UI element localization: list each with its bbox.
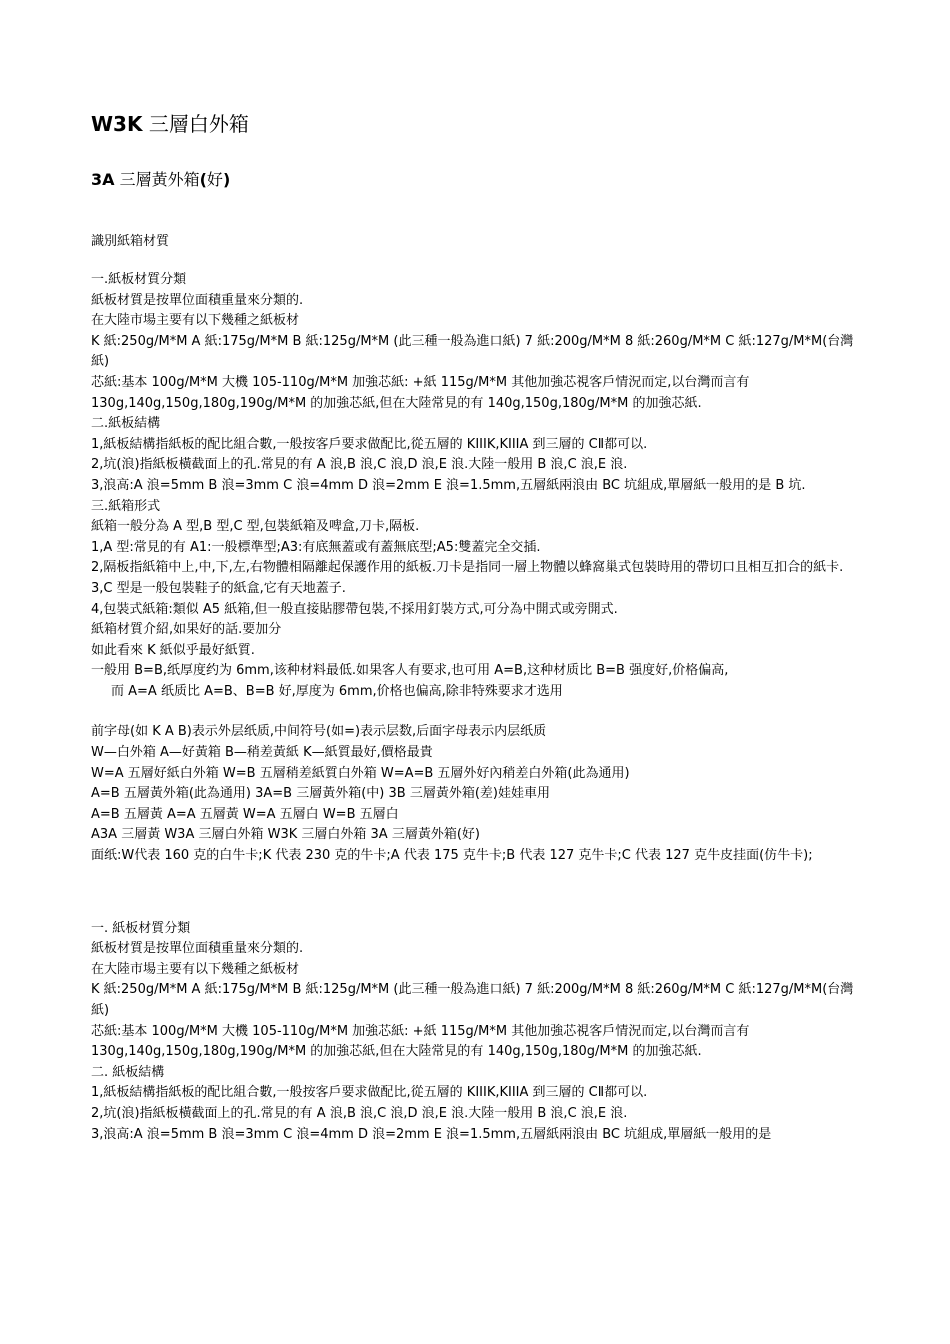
subtitle-paren-close: ) [222,170,231,189]
paragraph: 1,紙板結構指紙板的配比組合數,一般按客戶要求做配比,從五層的 KIIIK,KIIIA 到三層的 CⅡ都可以. [91,1085,648,1101]
identify-heading: 識別紙箱材質 [91,234,170,249]
paragraph: 芯紙:基本 100g/M*M 大機 105-110g/M*M 加強芯紙: +紙 115g/M*M 其他加強芯視客戶情況而定,以台灣而言有 130g,140g,150g,180g,190g/M*M 的加強芯紙,但在大陸常見的有 140g,150g,180g/M*M 的加強芯紙. [91,1023,750,1060]
spacer [91,867,861,919]
section-2 [91,722,861,866]
title-text: 三層白外箱 [142,112,249,136]
paragraph: 2,隔板指紙箱中上,中,下,左,右物體相隔離起保護作用的紙板.刀卡是指同一層上物體以蜂窩巢式包裝時用的帶切口且相互扣合的紙卡. [91,560,844,576]
paragraph: 前字母(如 K A B)表示外层纸质,中间符号(如=)表示层数,后面字母表示内层纸质 [91,724,547,740]
section-1 [91,270,861,702]
paragraph-indented: 而 A=A 纸质比 A=B、B=B 好,厚度为 6mm,价格也偏高,除非特殊要求才选用 [111,683,563,699]
paragraph: 一般用 B=B,纸厚度约为 6mm,该种材料最低.如果客人有要求,也可用 A=B,这种材质比 B=B 强度好,价格偏高, [91,663,729,679]
paragraph: 紙箱材質介紹,如果好的話.要加分 [91,622,282,638]
paragraph: W=A 五層好紙白外箱 W=B 五層稍差紙質白外箱 W=A=B 五層外好內稍差白外箱(此為通用) [91,765,630,781]
paragraph: 紙板材質是按單位面積重量來分類的. [91,292,304,308]
paragraph: 一. 紙板材質分類 [91,920,191,936]
paragraph: A3A 三層黃 W3A 三層白外箱 W3K 三層白外箱 3A 三層黃外箱(好) [91,827,480,843]
paragraph: W—白外箱 A—好黃箱 B—稍差黃紙 K—紙質最好,價格最貴 [91,745,433,761]
paragraph: 在大陸市場主要有以下幾種之紙板材 [91,313,300,329]
paragraph: A=B 五層黃 A=A 五層黃 W=A 五層白 W=B 五層白 [91,806,399,822]
paragraph: 4,包裝式紙箱:類似 A5 紙箱,但一般直接貼膠帶包裝,不採用釘裝方式,可分為中開式或旁開式. [91,601,618,617]
paragraph: 二.紙板結構 [91,416,161,432]
paragraph: 2,坑(浪)指紙板橫截面上的孔.常見的有 A 浪,B 浪,C 浪,D 浪,E 浪.大陸一般用 B 浪,C 浪,E 浪. [91,1105,628,1121]
paragraph: 面纸:W代表 160 克的白牛卡;K 代表 230 克的牛卡;A 代表 175 克牛卡;B 代表 127 克牛卡;C 代表 127 克牛皮挂面(仿牛卡); [91,848,813,864]
paragraph: 一.紙板材質分類 [91,272,187,287]
paragraph: K 紙:250g/M*M A 紙:175g/M*M B 紙:125g/M*M (此三種一般為進口紙) 7 紙:200g/M*M 8 紙:260g/M*M C 紙:127g/M*M(台灣紙) [91,982,854,1018]
subtitle-paren-word: 好 [206,170,223,189]
spacer [91,702,861,722]
paragraph: 1,紙板結構指紙板的配比組合數,一般按客戶要求做配比,從五層的 KIIIK,KIIIA 到三層的 CⅡ都可以. [91,436,648,452]
paragraph: 三.紙箱形式 [91,498,161,514]
paragraph: 3,C 型是一般包裝鞋子的紙盒,它有天地蓋子. [91,580,346,596]
document-page [91,110,861,1145]
paragraph: 芯紙:基本 100g/M*M 大機 105-110g/M*M 加強芯紙: +紙 115g/M*M 其他加強芯視客戶情況而定,以台灣而言有 130g,140g,150g,180g,190g/M*M 的加強芯紙,但在大陸常見的有 140g,150g,180g/M*M 的加強芯紙. [91,374,750,411]
paragraph: 2,坑(浪)指紙板橫截面上的孔.常見的有 A 浪,B 浪,C 浪,D 浪,E 浪.大陸一般用 B 浪,C 浪,E 浪. [91,457,628,473]
subtitle-code: 3A [91,170,115,189]
paragraph: 3,浪高:A 浪=5mm B 浪=3mm C 浪=4mm D 浪=2mm E 浪=1.5mm,五層紙兩浪由 BC 坑組成,單層紙一般用的是 B 坑. [91,477,806,493]
paragraph: 紙箱一般分為 A 型,B 型,C 型,包裝紙箱及啤盒,刀卡,隔板. [91,519,420,535]
document-subtitle [91,168,861,192]
paragraph: 紙板材質是按單位面積重量來分類的. [91,941,304,957]
paragraph: 如此看來 K 紙似乎最好紙質. [91,642,255,658]
section-3 [91,919,861,1146]
title-code: W3K [91,112,143,136]
paragraph: K 紙:250g/M*M A 紙:175g/M*M B 紙:125g/M*M (此三種一般為進口紙) 7 紙:200g/M*M 8 紙:260g/M*M C 紙:127g/M*M(台灣紙) [91,333,854,370]
paragraph: 1,A 型:常見的有 A1:一般標準型;A3:有底無蓋或有蓋無底型;A5:雙蓋完全交插. [91,539,541,555]
paragraph: 在大陸市場主要有以下幾種之紙板材 [91,961,300,977]
paragraph: 3,浪高:A 浪=5mm B 浪=3mm C 浪=4mm D 浪=2mm E 浪=1.5mm,五層紙兩浪由 BC 坑組成,單層紙一般用的是 [91,1126,772,1142]
paragraph: A=B 五層黃外箱(此為通用) 3A=B 三層黃外箱(中) 3B 三層黃外箱(差)娃娃車用 [91,786,550,802]
subtitle-paren-open: ( [199,170,207,189]
subtitle-text: 三層黃外箱 [114,170,200,189]
paragraph: 二. 紙板結構 [91,1064,165,1080]
document-title [91,110,861,138]
